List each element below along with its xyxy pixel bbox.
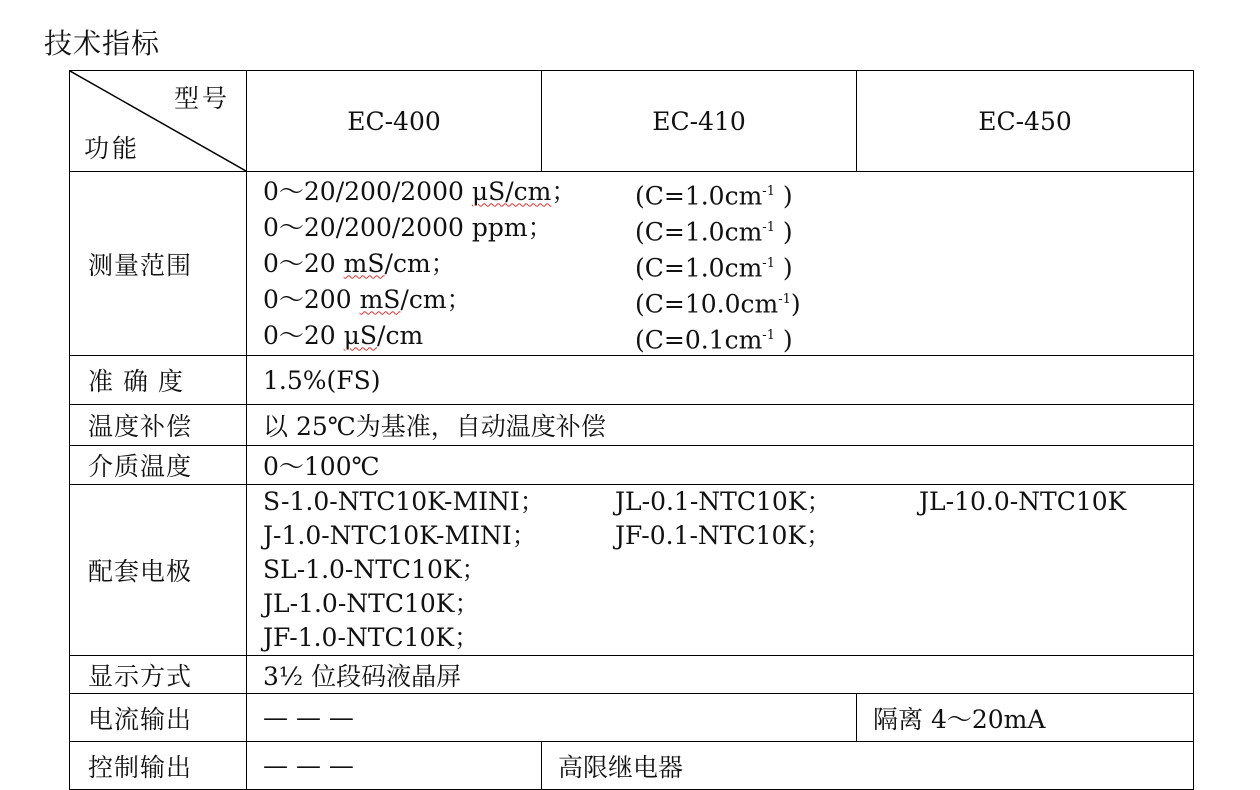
cell-constant-exponent: -1 — [762, 183, 775, 199]
range-span — [263, 282, 472, 318]
temp-comp-value: 以 25℃为基准，自动温度补偿 — [247, 405, 1194, 446]
cell-constant-exponent: -1 — [762, 327, 775, 343]
range-text-suffix: ； — [551, 176, 577, 206]
electrode-line — [263, 621, 1193, 655]
electrodes-value — [247, 485, 1194, 656]
diagonal-header-cell — [70, 71, 247, 172]
cell-constant — [635, 282, 801, 322]
current-out-row — [70, 694, 1194, 742]
electrode-model: JL-0.1-NTC10K； — [615, 487, 832, 516]
range-line — [263, 282, 1193, 318]
header-row — [70, 71, 1194, 172]
electrode-model: SL-1.0-NTC10K； — [263, 555, 487, 584]
current-out-label: 电流输出 — [70, 694, 247, 742]
electrode-model: JL-10.0-NTC10K — [919, 487, 1127, 516]
range-value — [247, 172, 1194, 356]
control-out-row — [70, 742, 1194, 790]
temp-comp-label: 温度补偿 — [70, 405, 247, 446]
range-text: 0～20/200/2000 — [263, 176, 472, 206]
cell-constant-close: ) — [774, 216, 793, 246]
cell-constant-text: (C=10.0cm — [635, 288, 779, 318]
electrode-model: JL-1.0-NTC10K； — [263, 589, 480, 618]
current-out-value-a: — — — — [247, 694, 857, 742]
display-value: 3½ 位段码液晶屏 — [247, 656, 1194, 694]
cell-constant — [635, 210, 793, 250]
range-row — [70, 172, 1194, 356]
control-out-value-b: 高限继电器 — [542, 742, 1194, 790]
page-title: 技术指标 — [44, 27, 161, 60]
control-out-label: 控制输出 — [70, 742, 247, 790]
cell-constant-close: ) — [790, 288, 801, 318]
range-line — [263, 210, 1193, 246]
function-header-label: 功能 — [84, 134, 141, 163]
cell-constant-close: ) — [774, 180, 793, 210]
range-lines — [263, 174, 1193, 354]
range-text: 0～200 — [263, 284, 360, 314]
cell-constant-exponent: -1 — [778, 291, 791, 307]
range-text-suffix: /cm — [377, 320, 424, 350]
accuracy-value: 1.5%(FS) — [247, 356, 1194, 405]
model-ec410: EC-410 — [542, 71, 857, 172]
cell-constant-text: (C=0.1cm — [635, 324, 763, 354]
cell-constant — [635, 318, 793, 358]
medium-temp-value: 0～100℃ — [247, 446, 1194, 485]
range-unit: μS — [343, 320, 378, 350]
display-label: 显示方式 — [70, 656, 247, 694]
model-ec400: EC-400 — [247, 71, 542, 172]
medium-temp-label: 介质温度 — [70, 446, 247, 485]
range-text-suffix: /cm； — [400, 284, 472, 314]
range-unit: mS — [359, 284, 401, 314]
cell-constant-close: ) — [774, 252, 793, 282]
electrode-line — [263, 519, 1193, 553]
range-line — [263, 174, 1193, 210]
range-text: 0～20 — [263, 320, 344, 350]
model-ec450: EC-450 — [857, 71, 1194, 172]
cell-constant-exponent: -1 — [762, 255, 775, 271]
range-span — [263, 246, 456, 282]
electrode-line — [263, 553, 1193, 587]
display-row — [70, 656, 1194, 694]
range-unit: μS/cm — [471, 176, 552, 206]
range-span — [263, 174, 576, 210]
cell-constant-text: (C=1.0cm — [635, 216, 763, 246]
range-text: 0～20 — [263, 248, 344, 278]
accuracy-label: 准 确 度 — [70, 356, 247, 405]
range-line — [263, 246, 1193, 282]
electrode-line — [263, 587, 1193, 621]
range-span — [263, 210, 553, 246]
electrode-model: JF-1.0-NTC10K； — [263, 623, 480, 652]
control-out-value-a: — — — — [247, 742, 542, 790]
electrodes-label: 配套电极 — [70, 485, 247, 656]
electrode-model: S-1.0-NTC10K-MINI； — [263, 487, 545, 516]
range-text-suffix: /cm； — [384, 248, 456, 278]
range-span — [263, 318, 423, 354]
cell-constant-text: (C=1.0cm — [635, 180, 763, 210]
cell-constant-text: (C=1.0cm — [635, 252, 763, 282]
temp-comp-row — [70, 405, 1194, 446]
electrode-model: JF-0.1-NTC10K； — [615, 521, 832, 550]
cell-constant-exponent: -1 — [762, 219, 775, 235]
medium-temp-row — [70, 446, 1194, 485]
electrode-line — [263, 485, 1193, 519]
range-label: 测量范围 — [70, 172, 247, 356]
cell-constant — [635, 246, 793, 286]
current-out-value-b: 隔离 4～20mA — [857, 694, 1194, 742]
electrode-lines — [263, 485, 1193, 655]
range-line — [263, 318, 1193, 354]
electrode-model: J-1.0-NTC10K-MINI； — [263, 521, 537, 550]
range-unit: mS — [343, 248, 385, 278]
cell-constant — [635, 174, 793, 214]
spec-table — [69, 70, 1194, 790]
range-text: 0～20/200/2000 ppm； — [263, 212, 553, 242]
cell-constant-close: ) — [774, 324, 793, 354]
accuracy-row — [70, 356, 1194, 405]
model-header-label: 型号 — [173, 84, 230, 113]
electrodes-row — [70, 485, 1194, 656]
